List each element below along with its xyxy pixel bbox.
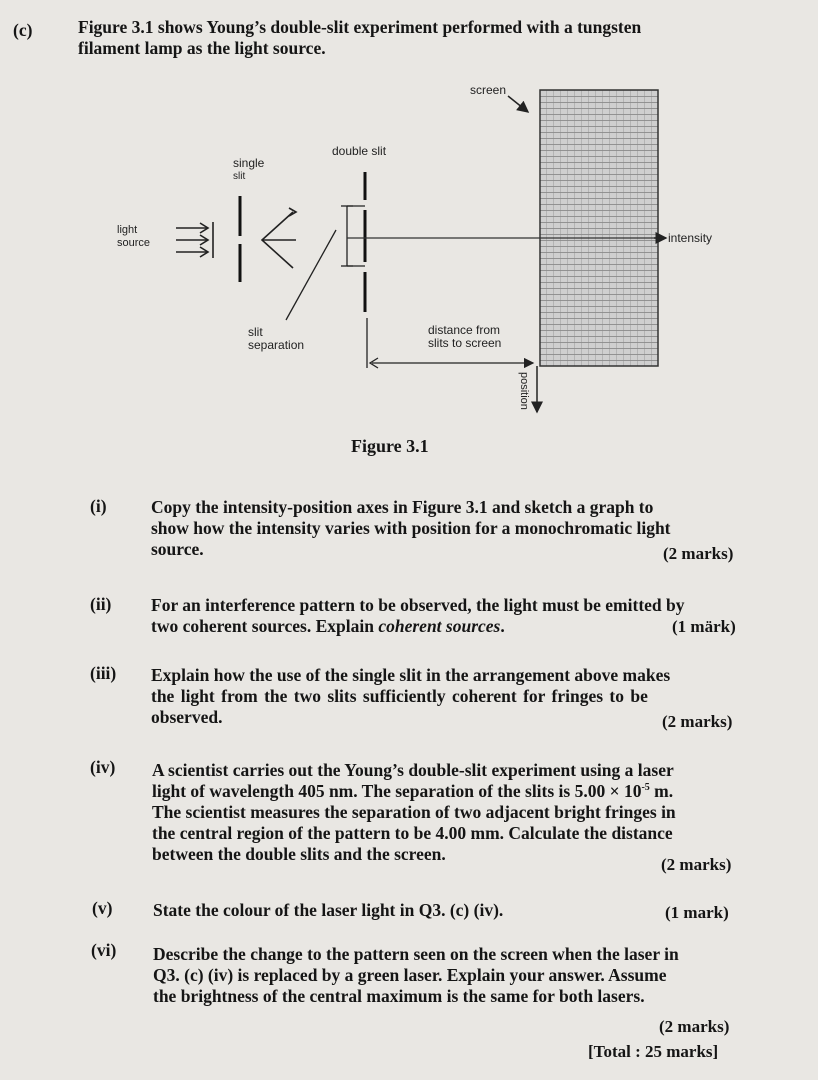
label-light-source-line2: source bbox=[117, 237, 151, 249]
part-iv-line2a: light of wavelength 405 nm. The separation of the slits is 5.00 × 10 bbox=[152, 781, 642, 801]
intro-line-2: filament lamp as the light source. bbox=[78, 38, 326, 58]
part-v-text bbox=[153, 900, 653, 921]
label-distance-line1: distance from bbox=[428, 323, 501, 337]
label-light-source-line1: light bbox=[117, 224, 138, 236]
part-ii-marks: (1 märk) bbox=[672, 617, 736, 636]
label-slit-separation-line1: slit bbox=[248, 325, 263, 339]
part-iii-marks: (2 marks) bbox=[662, 712, 733, 731]
part-ii-term: coherent sources bbox=[378, 616, 501, 636]
label-single-slit-line1: single bbox=[233, 156, 265, 170]
part-iii-line3: observed. bbox=[151, 707, 223, 727]
screen-block bbox=[540, 90, 658, 366]
slit-separation-bracket bbox=[341, 206, 365, 266]
part-vi-text bbox=[153, 944, 753, 1007]
part-v-marks: (1 mark) bbox=[665, 903, 729, 922]
total-marks: [Total : 25 marks] bbox=[588, 1042, 719, 1061]
part-vi-line1: Describe the change to the pattern seen on the screen when the laser in bbox=[153, 944, 679, 964]
part-iv-line2b: m. bbox=[649, 781, 674, 801]
part-iv-line4: the central region of the pattern to be 4.00 mm. Calculate the distance bbox=[152, 823, 673, 843]
label-single-slit-line2: slit bbox=[233, 171, 246, 182]
label-intensity: intensity bbox=[668, 231, 713, 245]
label-screen: screen bbox=[470, 83, 507, 97]
part-i-figure-ref: Figure 3.1 bbox=[412, 497, 488, 517]
part-ii-line2b: . bbox=[500, 616, 505, 636]
part-v-label: (v) bbox=[92, 898, 113, 918]
part-ii-line1: For an interference pattern to be observed, the light must be emitted by bbox=[151, 595, 685, 615]
part-ii-label: (ii) bbox=[90, 594, 112, 614]
part-i-label: (i) bbox=[90, 496, 107, 516]
part-iii-line1: Explain how the use of the single slit in the arrangement above makes bbox=[151, 665, 671, 685]
figure-caption: Figure 3.1 bbox=[351, 436, 429, 456]
slit-separation-leader bbox=[286, 230, 336, 320]
label-single-slit bbox=[233, 157, 264, 183]
diffracted-wave bbox=[262, 208, 296, 268]
question-label: (c) bbox=[13, 20, 33, 40]
part-iv-text bbox=[152, 760, 752, 865]
intro-line-1: shows Young’s double-slit experiment performed with a tungsten bbox=[153, 17, 642, 37]
part-iii-line2: the light from the two slits sufficiently coherent for fringes to be bbox=[151, 686, 648, 706]
figure-3-1 bbox=[0, 0, 818, 470]
label-distance bbox=[428, 324, 501, 350]
part-iv-label: (iv) bbox=[90, 757, 116, 777]
label-light-source bbox=[117, 224, 150, 250]
part-iv-exponent: -5 bbox=[641, 782, 650, 794]
part-i-line2: show how the intensity varies with position for a monochromatic light bbox=[151, 518, 671, 538]
label-distance-line2: slits to screen bbox=[428, 336, 502, 350]
part-iv-line1: A scientist carries out the Young’s double-slit experiment using a laser bbox=[152, 760, 674, 780]
part-iv-line5: between the double slits and the screen. bbox=[152, 844, 446, 864]
part-vi-marks: (2 marks) bbox=[659, 1017, 730, 1036]
part-ii-line2a: two coherent sources. Explain bbox=[151, 616, 379, 636]
label-double-slit: double slit bbox=[332, 144, 387, 158]
label-slit-separation-line2: separation bbox=[248, 338, 305, 352]
part-vi-line2: Q3. (c) (iv) is replaced by a green laser. Explain your answer. Assume bbox=[153, 965, 667, 985]
part-iv-marks: (2 marks) bbox=[661, 855, 732, 874]
label-slit-separation bbox=[248, 326, 304, 352]
label-position: position bbox=[518, 372, 530, 410]
part-ii-text bbox=[151, 595, 753, 637]
part-i-line3: source. bbox=[151, 539, 204, 559]
part-v-line1: State the colour of the laser light in Q3. (c) (iv). bbox=[153, 900, 504, 920]
part-i-line1a: Copy the intensity-position axes in bbox=[151, 497, 413, 517]
part-vi-line3: the brightness of the central maximum is the same for both lasers. bbox=[153, 986, 645, 1006]
part-i-line1b: and sketch a graph to bbox=[487, 497, 654, 517]
part-iii-label: (iii) bbox=[90, 663, 117, 683]
screen-arrow bbox=[508, 96, 528, 112]
part-i-marks: (2 marks) bbox=[663, 544, 734, 563]
part-iv-line3: The scientist measures the separation of two adjacent bright fringes in bbox=[152, 802, 676, 822]
part-vi-label: (vi) bbox=[91, 940, 117, 960]
intro-figure-ref: Figure 3.1 bbox=[78, 17, 154, 37]
light-source-arrows bbox=[176, 222, 213, 258]
